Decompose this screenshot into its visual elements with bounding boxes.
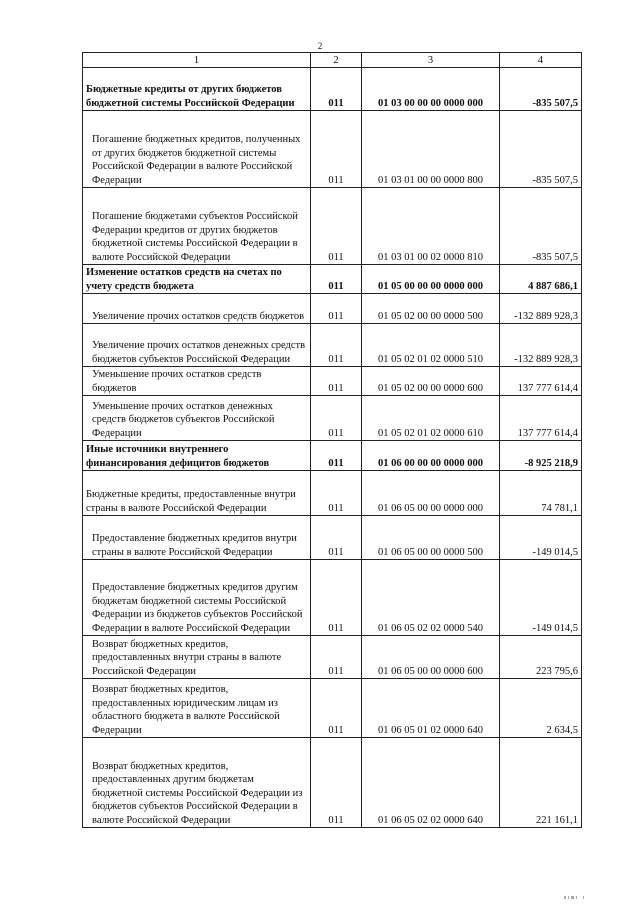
header-cell-amount: 4 bbox=[500, 53, 582, 68]
row-admin-code: 011 bbox=[311, 188, 362, 265]
row-admin-code: 011 bbox=[311, 636, 362, 679]
table-row bbox=[83, 188, 582, 265]
row-budget-code: 01 05 00 00 00 0000 000 bbox=[362, 265, 500, 294]
row-amount: -835 507,5 bbox=[500, 188, 582, 265]
scan-mark-graphic bbox=[564, 895, 586, 900]
table-row bbox=[83, 367, 582, 396]
row-admin-code: 011 bbox=[311, 471, 362, 516]
row-name: Возврат бюджетных кредитов, предоставленных внутри страны в валюте Российской Федерации bbox=[83, 636, 311, 679]
row-amount: 137 777 614,4 bbox=[500, 367, 582, 396]
row-name: Предоставление бюджетных кредитов другим бюджетам бюджетной системы Российской Федерации из бюджетов субъектов Российской Федерации в валюте Российской Федерации bbox=[83, 560, 311, 636]
row-name: Уменьшение прочих остатков денежных средств бюджетов субъектов Российской Федерации bbox=[83, 396, 311, 441]
row-budget-code: 01 06 05 02 02 0000 540 bbox=[362, 560, 500, 636]
row-admin-code: 011 bbox=[311, 679, 362, 738]
scan-mark bbox=[564, 895, 586, 902]
page-number: 2 bbox=[317, 41, 323, 51]
table-row bbox=[83, 679, 582, 738]
table-row bbox=[83, 516, 582, 560]
row-budget-code: 01 06 05 00 00 0000 500 bbox=[362, 516, 500, 560]
row-amount: -149 014,5 bbox=[500, 516, 582, 560]
row-name: Возврат бюджетных кредитов, предоставленных другим бюджетам бюджетной системы Российской Федерации из бюджетов субъектов Российской Федерации в валюте Российской Федерации bbox=[83, 738, 311, 828]
table-row bbox=[83, 636, 582, 679]
table-row bbox=[83, 471, 582, 516]
table-row bbox=[83, 68, 582, 111]
row-admin-code: 011 bbox=[311, 111, 362, 188]
table-header-row bbox=[83, 53, 582, 68]
row-name: Уменьшение прочих остатков средств бюджетов bbox=[83, 367, 311, 396]
row-name: Иные источники внутреннего финансирования дефицитов бюджетов bbox=[83, 441, 311, 471]
row-name: Изменение остатков средств на счетах по учету средств бюджета bbox=[83, 265, 311, 294]
row-budget-code: 01 06 05 02 02 0000 640 bbox=[362, 738, 500, 828]
row-amount: 74 781,1 bbox=[500, 471, 582, 516]
row-amount: -8 925 218,9 bbox=[500, 441, 582, 471]
row-name: Бюджетные кредиты от других бюджетов бюджетной системы Российской Федерации bbox=[83, 68, 311, 111]
row-name: Погашение бюджетами субъектов Российской Федерации кредитов от других бюджетов бюджетной системы Российской Федерации в валюте Российской Федерации bbox=[83, 188, 311, 265]
row-budget-code: 01 05 02 00 00 0000 600 bbox=[362, 367, 500, 396]
table-row bbox=[83, 265, 582, 294]
row-budget-code: 01 06 05 00 00 0000 000 bbox=[362, 471, 500, 516]
header-cell-code: 3 bbox=[362, 53, 500, 68]
row-name: Возврат бюджетных кредитов, предоставленных юридическим лицам из областного бюджета в валюте Российской Федерации bbox=[83, 679, 311, 738]
table-row bbox=[83, 738, 582, 828]
row-budget-code: 01 03 01 00 00 0000 800 bbox=[362, 111, 500, 188]
table-row bbox=[83, 441, 582, 471]
row-admin-code: 011 bbox=[311, 68, 362, 111]
row-name: Увеличение прочих остатков средств бюджетов bbox=[83, 294, 311, 324]
row-amount: -835 507,5 bbox=[500, 68, 582, 111]
table-row bbox=[83, 560, 582, 636]
table-row bbox=[83, 324, 582, 367]
row-name: Погашение бюджетных кредитов, полученных от других бюджетов бюджетной системы Российской Федерации в валюте Российской Федерации bbox=[83, 111, 311, 188]
row-admin-code: 011 bbox=[311, 265, 362, 294]
row-budget-code: 01 03 00 00 00 0000 000 bbox=[362, 68, 500, 111]
row-budget-code: 01 05 02 01 02 0000 510 bbox=[362, 324, 500, 367]
budget-sources-table bbox=[82, 52, 582, 828]
row-admin-code: 011 bbox=[311, 516, 362, 560]
row-admin-code: 011 bbox=[311, 441, 362, 471]
row-amount: 223 795,6 bbox=[500, 636, 582, 679]
header-cell-name: 1 bbox=[83, 53, 311, 68]
row-admin-code: 011 bbox=[311, 560, 362, 636]
table-row bbox=[83, 111, 582, 188]
row-admin-code: 011 bbox=[311, 738, 362, 828]
row-name: Бюджетные кредиты, предоставленные внутри страны в валюте Российской Федерации bbox=[83, 471, 311, 516]
row-name: Предоставление бюджетных кредитов внутри страны в валюте Российской Федерации bbox=[83, 516, 311, 560]
row-amount: 137 777 614,4 bbox=[500, 396, 582, 441]
row-admin-code: 011 bbox=[311, 367, 362, 396]
row-amount: -149 014,5 bbox=[500, 560, 582, 636]
row-admin-code: 011 bbox=[311, 324, 362, 367]
row-budget-code: 01 05 02 00 00 0000 500 bbox=[362, 294, 500, 324]
row-budget-code: 01 06 05 00 00 0000 600 bbox=[362, 636, 500, 679]
table-row bbox=[83, 396, 582, 441]
row-amount: -132 889 928,3 bbox=[500, 324, 582, 367]
row-amount: -132 889 928,3 bbox=[500, 294, 582, 324]
row-amount: 2 634,5 bbox=[500, 679, 582, 738]
row-admin-code: 011 bbox=[311, 294, 362, 324]
header-cell-admin: 2 bbox=[311, 53, 362, 68]
row-amount: 221 161,1 bbox=[500, 738, 582, 828]
table-row bbox=[83, 294, 582, 324]
row-budget-code: 01 05 02 01 02 0000 610 bbox=[362, 396, 500, 441]
row-budget-code: 01 06 05 01 02 0000 640 bbox=[362, 679, 500, 738]
row-name: Увеличение прочих остатков денежных средств бюджетов субъектов Российской Федерации bbox=[83, 324, 311, 367]
row-amount: 4 887 686,1 bbox=[500, 265, 582, 294]
row-budget-code: 01 03 01 00 02 0000 810 bbox=[362, 188, 500, 265]
row-budget-code: 01 06 00 00 00 0000 000 bbox=[362, 441, 500, 471]
row-admin-code: 011 bbox=[311, 396, 362, 441]
row-amount: -835 507,5 bbox=[500, 111, 582, 188]
